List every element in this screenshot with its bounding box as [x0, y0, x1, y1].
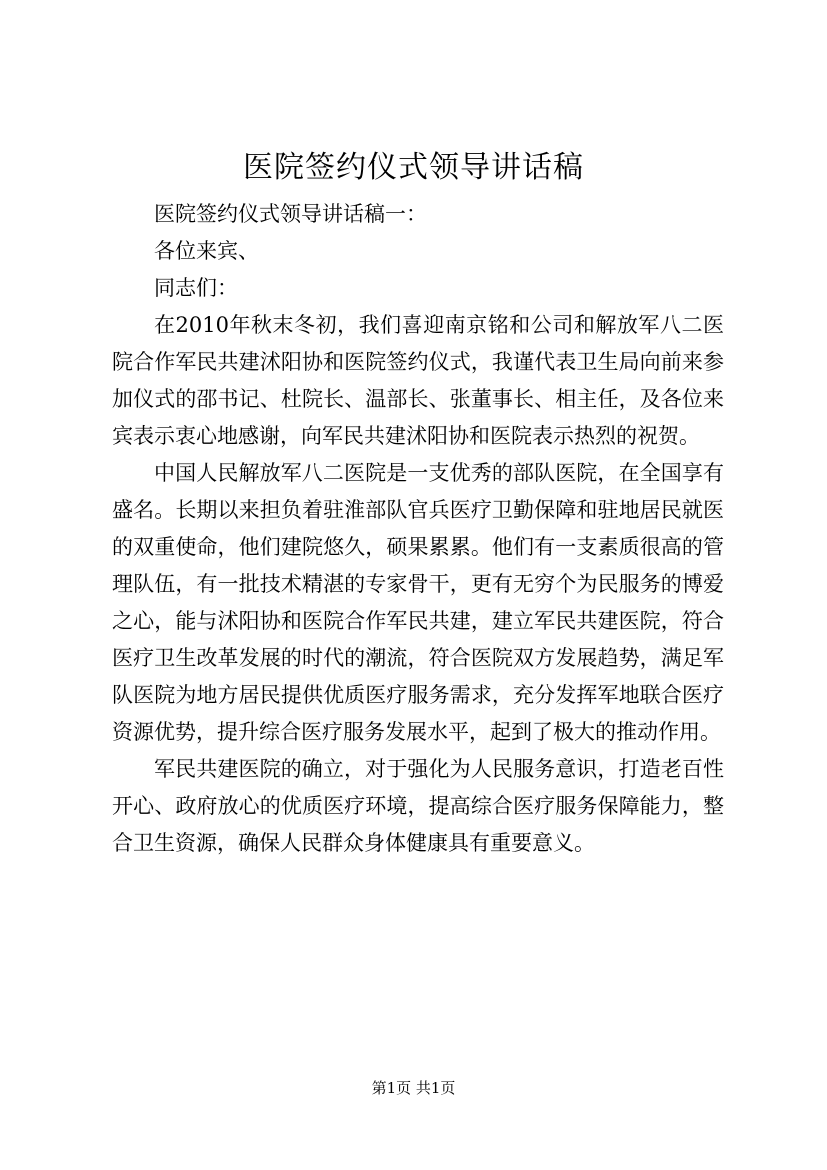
document-title: 医院签约仪式领导讲话稿: [243, 150, 584, 185]
paragraph-salutation-guests: 各位来宾、: [154, 239, 259, 263]
paragraph-intro: 在2010年秋末冬初，我们喜迎南京铭和公司和解放军八二医院合作军民共建沭阳协和医院签约仪式，我谨代表卫生局向前来参加仪式的邵书记、杜院长、温部长、张董事长、相主任，及各位来宾表示衷心地感谢，向军民共建沭阳协和医院表示热烈的祝贺。: [112, 313, 724, 448]
page-footer: 第1页 共1页: [371, 1079, 456, 1097]
paragraph-heading: 医院签约仪式领导讲话稿一：: [154, 202, 427, 226]
paragraph-hospital-82: 中国人民解放军八二医院是一支优秀的部队医院，在全国享有盛名。长期以来担负着驻淮部队官兵医疗卫勤保障和驻地居民就医的双重使命，他们建院悠久，硕果累累。他们有一支素质很高的管理队伍，有一批技术精湛的专家骨干，更有无穷个为民服务的博爱之心，能与沭阳协和医院合作军民共建，建立军民共建医院，符合医疗卫生改革发展的时代的潮流，符合医院双方发展趋势，满足军队医院为地方居民提供优质医疗服务需求，充分发挥军地联合医疗资源优势，提升综合医疗服务发展水平，起到了极大的推动作用。: [112, 461, 724, 744]
paragraph-salutation-comrades: 同志们：: [154, 276, 238, 300]
paragraph-significance: 军民共建医院的确立，对于强化为人民服务意识，打造老百性开心、政府放心的优质医疗环境，提高综合医疗服务保障能力，整合卫生资源，确保人民群众身体健康具有重要意义。: [112, 757, 724, 855]
document-body: [112, 196, 724, 862]
